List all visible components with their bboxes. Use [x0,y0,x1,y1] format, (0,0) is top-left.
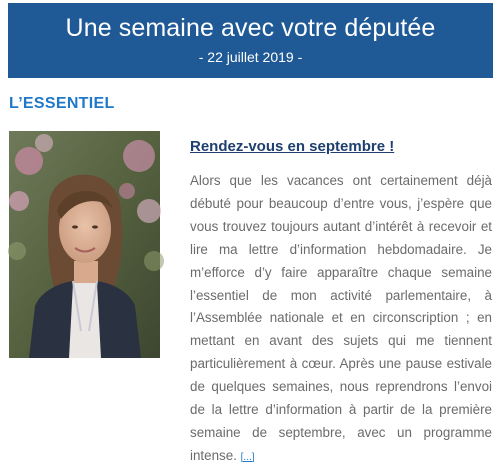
article-title-link[interactable]: Rendez-vous en septembre ! [190,138,395,155]
newsletter-header [8,3,493,78]
section-title: L’ESSENTIEL [9,95,115,112]
article-body [190,170,492,470]
header-date: - 22 juillet 2019 - [198,49,303,65]
read-more-link[interactable]: [...] [240,451,255,463]
header-title: Une semaine avec votre députée [65,14,436,42]
article-body-text: Alors que les vacances ont certainement déjà débuté pour beaucoup d’entre vous, j’espère que vous trouvez toujours autant d’intérêt à recevoir et lire ma lettre d’information hebdomadaire. Je m’efforce d’y faire apparaître chaque semaine l’essentiel de mon activité parlementaire, à l’Assemblée nationale et en circonscription ; en mettant en avant des sujets qui me tiennent particulièrement à cœur. Après une pause estivale de quelques semaines, nous reprendrons l’envoi de la lettre d’information à partir de la première semaine de septembre, avec un programme intense. [190,173,492,463]
deputy-portrait-photo [9,131,160,358]
article [190,138,492,470]
